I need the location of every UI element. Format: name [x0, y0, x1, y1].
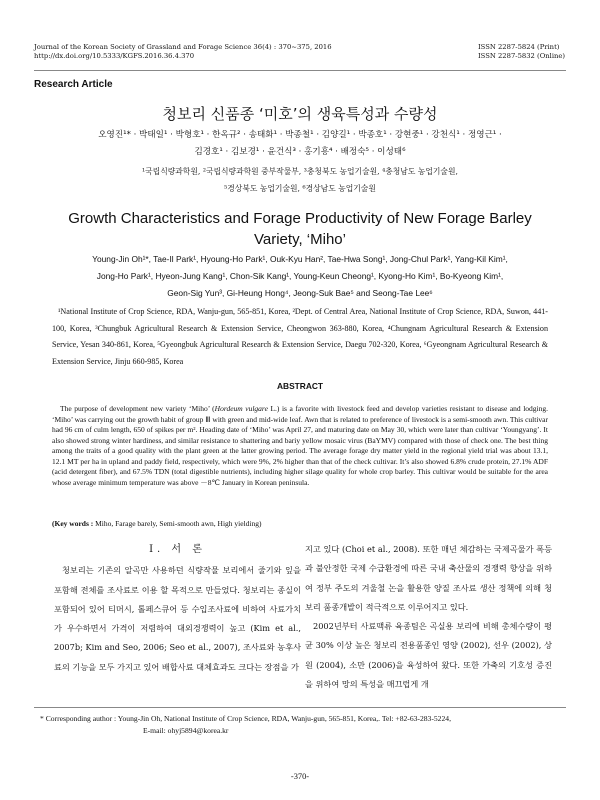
keywords-list: Miho, Farage barely, Semi-smooth awn, High yielding)	[93, 519, 262, 528]
right-col-paragraph-1: 지고 있다 (Choi et al., 2008). 또한 매년 체감하는 국제곡물가 폭등과 불안정한 국제 수급환경에 따른 국내 축산물의 경쟁력 향상을 위하여 정부 주도의 겨울철 논을 활용한 양질 조사료 생산 정책에 의해 청보리 품종개발이 적극적으로 이루어지고 있다.	[305, 544, 552, 612]
korean-affil-line2: ⁵경상북도 농업기술원, ⁶경상남도 농업기술원	[224, 184, 376, 193]
abstract-heading: ABSTRACT	[276, 381, 324, 391]
korean-affil-line1: ¹국립식량과학원, ²국립식량과학원 중부작물부, ³충청북도 농업기술원, ⁴충청남도 농업기술원,	[142, 167, 458, 176]
english-title	[40, 208, 560, 250]
issn-online: ISSN 2287-5832 (Online)	[478, 52, 566, 60]
corresponding-email: E-mail: ohyj5894@korea.kr	[143, 726, 229, 735]
footnote-rule	[34, 707, 566, 708]
english-title-line2: Variety, ‘Miho’	[254, 231, 346, 248]
english-authors-line2: Jong-Ho Park¹, Hyeon-Jung Kang¹, Chon-Sik Kang¹, Young-Keun Cheong¹, Kyong-Ho Kim¹, Bo-Kyeong Kim¹,	[96, 271, 504, 281]
right-column	[305, 540, 552, 694]
section-heading: Ⅰ. 서 론	[149, 544, 206, 555]
journal-doi: http://dx.doi.org/10.5333/KGFS.2016.36.4.370	[34, 52, 195, 60]
english-affiliations: ¹National Institute of Crop Science, RDA, Wanju-gun, 565-851, Korea, ²Dept. of Central Area, National Institute of Crop Science, RDA, Suwon, 441-100, Korea, ³Chungbuk Agricultural Research & Extension Service, Cheongwon 363-880, Korea, ⁴Chungnam Agricultural Research & Extension Service, Yesan 340-861, Korea, ⁵Gyeongbuk Agricultural Research & Extension Service, Daegu 702-320, Korea, ⁶Gyeongnam Agricultural Research & Extension Service, Jinju 660-985, Korea	[52, 307, 548, 366]
right-col-paragraph-2: 2002년부터 사료맥류 육종팀은 곡실용 보리에 비해 총체수량이 평균 30% 이상 높은 청보리 전용품종인 영양 (2002), 선우 (2002), 상원 (2004), 소만 (2006)을 육성하여 왔다. 또한 가축의 기호성 증진을 위하여 망의 특성을 매끄럽게 개	[305, 621, 552, 690]
english-authors-line1: Young-Jin Oh¹*, Tae-Il Park¹, Hyoung-Ho Park¹, Ouk-Kyu Han², Tae-Hwa Song¹, Jong-Chul Park¹, Yang-Kil Kim¹,	[92, 254, 508, 264]
article-type: Research Article	[34, 79, 113, 90]
korean-authors	[40, 127, 560, 161]
english-title-line1: Growth Characteristics and Forage Productivity of New Forage Barley	[68, 210, 532, 227]
english-authors	[52, 251, 548, 302]
keywords-label: (Key words :	[52, 519, 94, 528]
abstract-species: Hordeum vulgare	[214, 404, 268, 413]
left-col-paragraph: 청보리는 기존의 알곡만 사용하던 식량작물 보리에서 줄기와 잎을 포함해 전체를 조사료로 이용 할 목적으로 만들었다. 청보리는 종실이 포함되어 있어 티머시, 톨페스큐어 등 수입조사료에 비하여 사료가치가 우수하면서 가격이 저렴하여 대외경쟁력이 높고 (Kim et al., 2007b; Kim and Seo, 2006; Seo et al., 2007), 조사료와 농후사료의 기능을 모두 가지고 있어 배합사료 대체효과도 크다는 장점을 가	[54, 565, 301, 672]
keywords	[52, 519, 548, 528]
korean-title: 청보리 신품종 ‘미호’의 생육특성과 수량성	[162, 105, 438, 123]
korean-affiliations	[40, 163, 560, 197]
abstract-text-post: L.) is a favorite with livestock feed and develop varieties resistant to disease and lodging. ‘Miho’ was carrying out the growth habit of group Ⅲ with green and mid-wide leaf. Awn that is related to preference of livestock is a semi-smooth awn. This cultivar had 96 cm of culm length, 650 of spikes per m². Heading date of ‘Miho’ was April 27, and maturing date on May 30, which were later than cultivar ‘Youngyang’. It also showed strong winter hardiness, and similar resistance to shattering and bariy yellow mosaic virus (BaYMV) compared with those of check one. The best thing among the traits of a good quality with the plant green at the latter growing period. The average forage dry matter yield in the regional yield trial was about 13.1, 12.1 MT per ha in upland and paddy field, respectively, which were 9%, 2% higher than that of the check cultivar. It’s also showed 6.8% crude protein, 27.1% ADF (acid detergent fiber), and 67.5% TDN (total digestible nutrients), including higher silage quality for whole crop barley. This cultivar would be suitable for the area whose average minimum temperature was above －8℃ January in Korean peninsula.	[52, 404, 548, 487]
korean-authors-line2: 김경호¹ · 김보경¹ · 윤건식³ · 홍기흥⁴ · 배정숙⁵ · 이성태⁶	[194, 147, 406, 157]
header-rule	[34, 70, 566, 71]
journal-name: Journal of the Korean Society of Grassland and Forage Science 36(4) : 370~375, 2016	[34, 43, 332, 51]
corresponding-author	[40, 713, 566, 737]
corresponding-line: * Corresponding author : Young-Jin Oh, National Institute of Crop Science, RDA, Wanju-gun, 565-851, Korea,. Tel: +82-63-283-5224,	[40, 714, 451, 723]
page-number: -370-	[290, 772, 310, 781]
korean-authors-line1: 오영진¹* · 박태일¹ · 박형호¹ · 한옥규² · 송태화¹ · 박종철¹ · 김양길¹ · 박종호¹ · 강현중¹ · 강천식¹ · 정영근¹ ·	[98, 130, 502, 140]
issn-print: ISSN 2287-5824 (Print)	[478, 43, 560, 51]
abstract-body	[52, 404, 548, 488]
english-authors-line3: Geon-Sig Yun³, Gi-Heung Hong⁴, Jeong-Suk Bae⁵ and Seong-Tae Lee⁶	[167, 288, 433, 298]
abstract-text-pre: The purpose of development new variety ‘Miho’ (	[60, 404, 215, 413]
left-column	[54, 540, 301, 677]
